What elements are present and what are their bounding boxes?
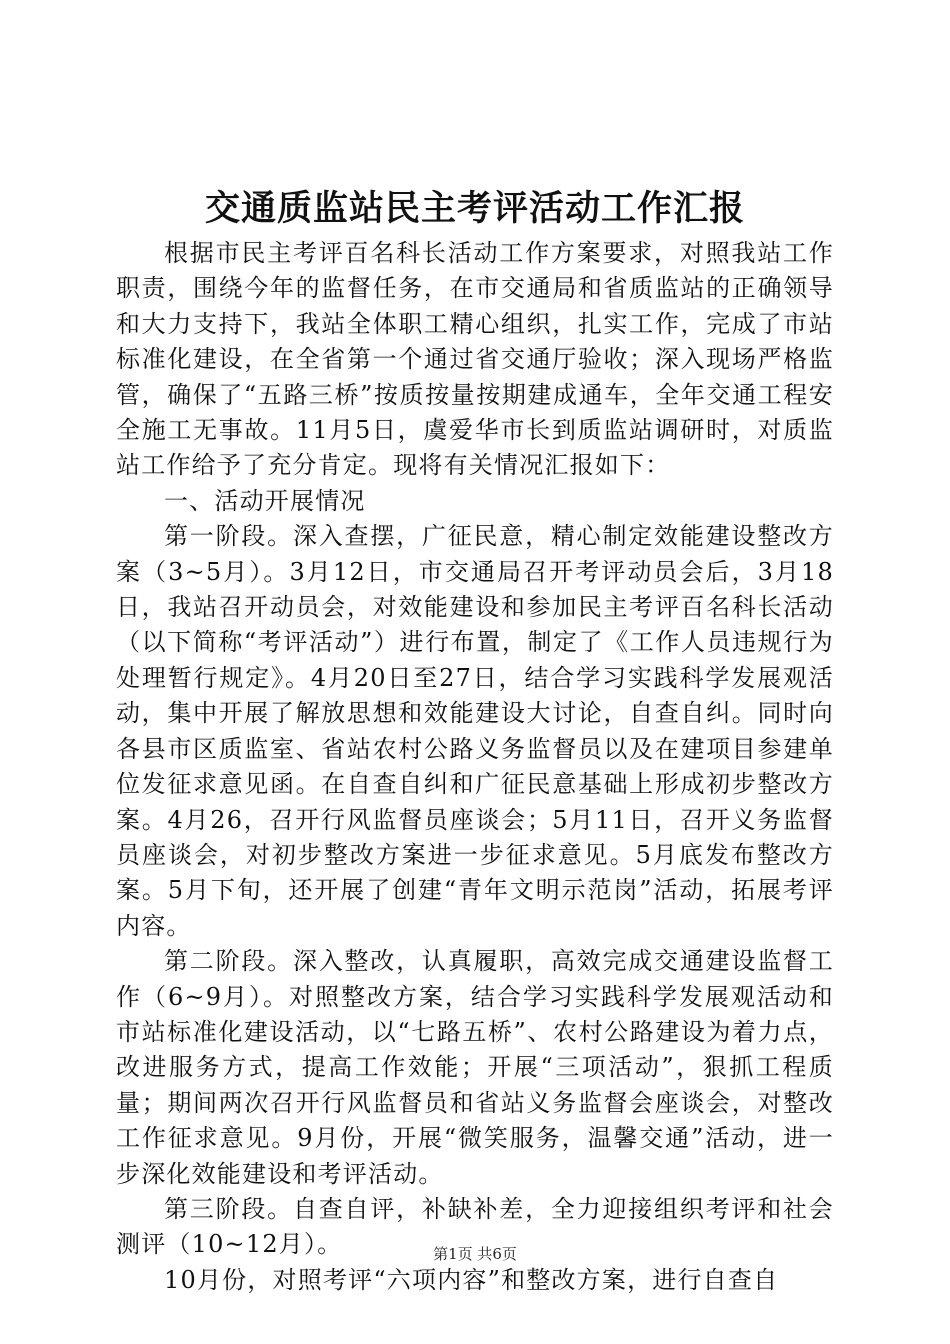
page-number-footer: 第1页 共6页 xyxy=(433,1245,517,1263)
paragraph-intro: 根据市民主考评百名科长活动工作方案要求，对照我站工作职责，围绕今年的监督任务，在市交通局和省质监站的正确领导和大力支持下，我站全体职工精心组织，扎实工作，完成了市站标准化建设，在全省第一个通过省交通厅验收；深入现场严格监管，确保了“五路三桥”按质按量按期建成通车，全年交通工程安全施工无事故。11月5日，虞爱华市长到质监站调研时，对质监站工作给予了充分肯定。现将有关情况汇报如下： xyxy=(116,239,834,480)
paragraph-stage-three: 第三阶段。自查自评，补缺补差，全力迎接组织考评和社会测评（10~12月）。 xyxy=(116,1194,834,1259)
paragraph-stage-two: 第二阶段。深入整改，认真履职，高效完成交通建设监督工作（6~9月）。对照整改方案，结合学习实践科学发展观活动和市站标准化建设活动，以“七路五桥”、农村公路建设为着力点，改进服务方式，提高工作效能；开展“三项活动”，狠抓工程质量；期间两次召开行风监督员和省站义务监督会座谈会，对整改工作征求意见。9月份，开展“微笑服务，温馨交通”活动，进一步深化效能建设和考评活动。 xyxy=(116,947,834,1188)
document-body xyxy=(116,236,834,1298)
paragraph-october: 10月份，对照考评“六项内容”和整改方案，进行自查自 xyxy=(164,1265,779,1294)
section-heading: 一、活动开展情况 xyxy=(164,486,366,515)
paragraph-stage-one: 第一阶段。深入查摆，广征民意，精心制定效能建设整改方案（3~5月）。3月12日，市交通局召开考评动员会后，3月18日，我站召开动员会，对效能建设和参加民主考评百名科长活动（以下简称“考评活动”）进行布置，制定了《工作人员违规行为处理暂行规定》。4月20日至27日，结合学习实践科学发展观活动，集中开展了解放思想和效能建设大讨论，自查自纠。同时向各县市区质监室、省站农村公路义务监督员以及在建项目参建单位发征求意见函。在自查自纠和广征民意基础上形成初步整改方案。4月26，召开行风监督员座谈会；5月11日，召开义务监督员座谈会，对初步整改方案进一步征求意见。5月底发布整改方案。5月下旬，还开展了创建“青年文明示范岗”活动，拓展考评内容。 xyxy=(116,522,834,940)
document-title: 交通质监站民主考评活动工作汇报 xyxy=(204,188,745,229)
